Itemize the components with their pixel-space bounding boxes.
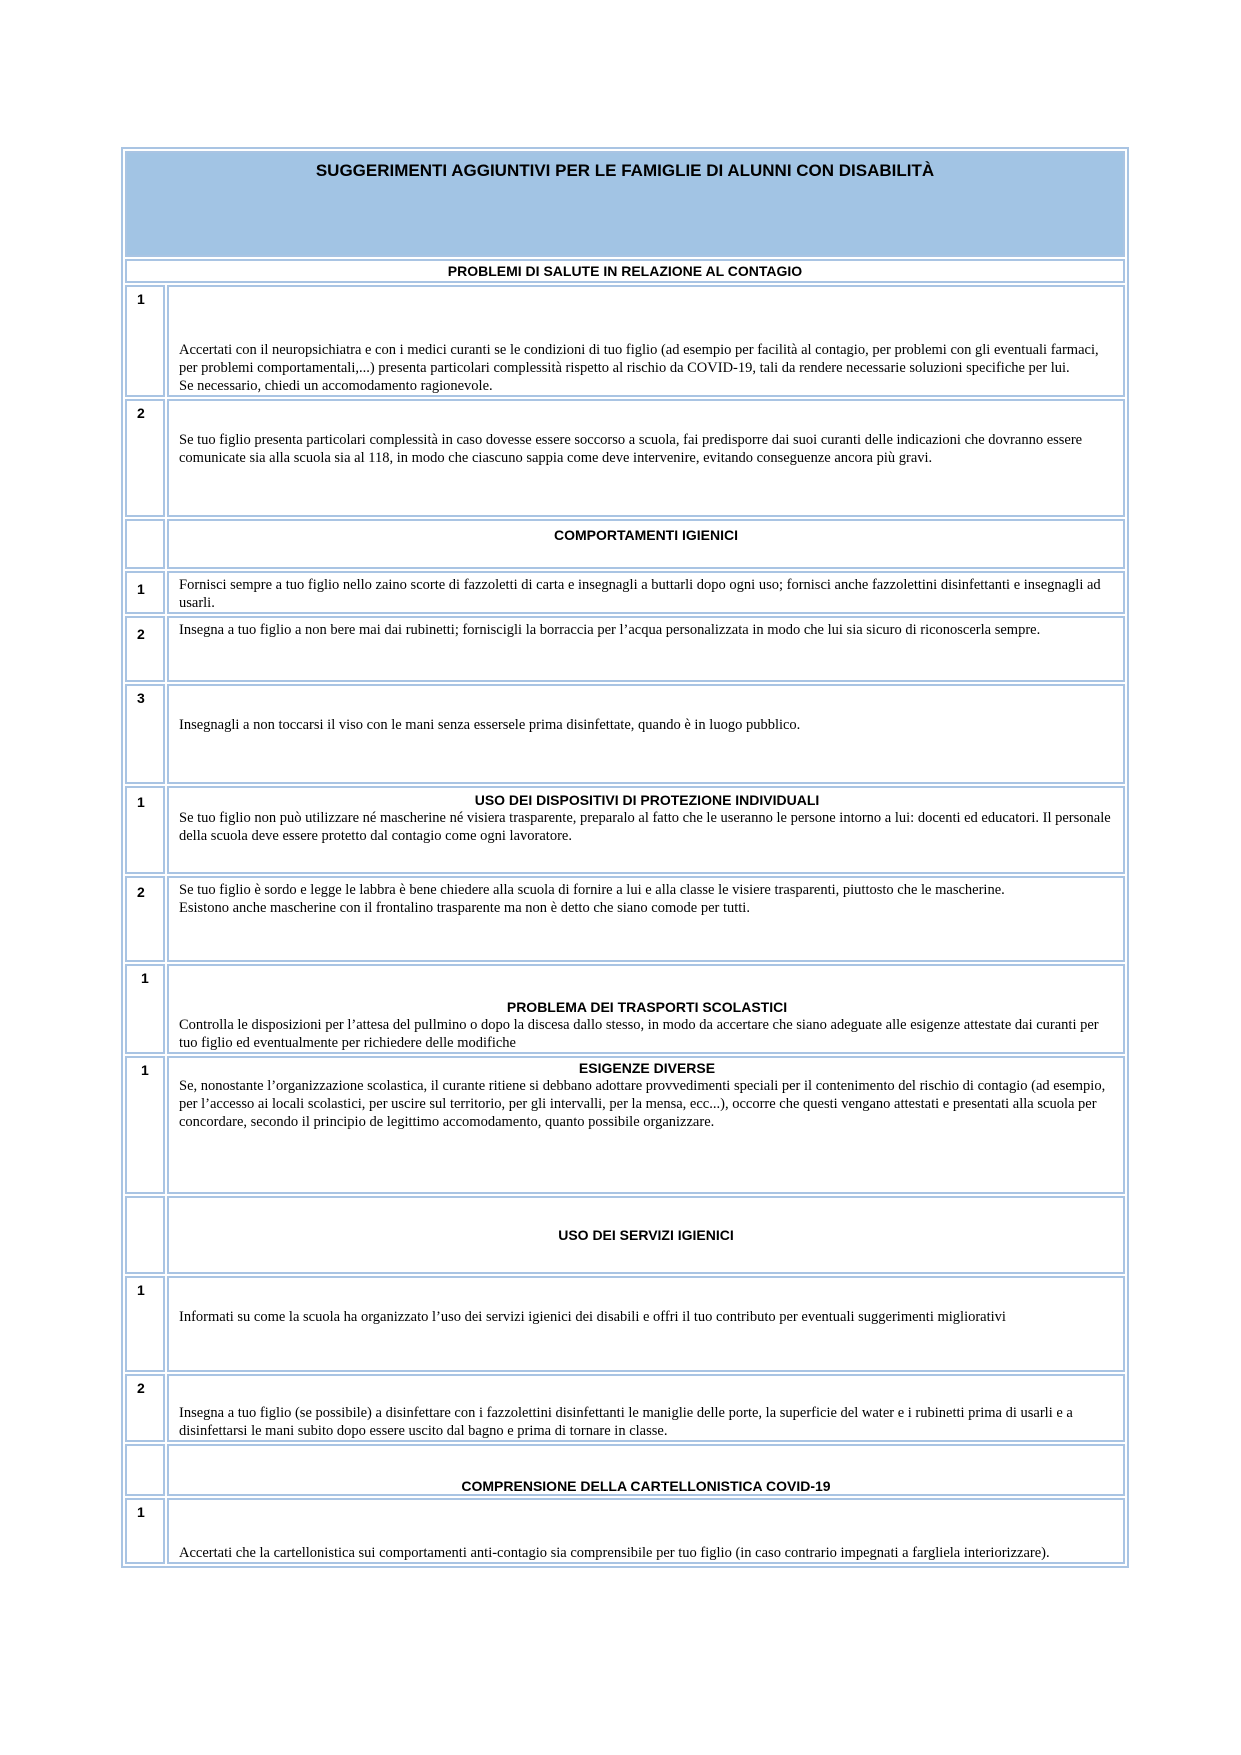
section-heading-signage: COMPRENSIONE DELLA CARTELLONISTICA COVID-19 [167,1444,1125,1496]
item-number: 1 [125,964,165,1054]
table-row [125,876,1125,962]
table-row [125,964,1125,1054]
table-row [125,285,1125,397]
table-row [125,1374,1125,1442]
item-text: Informati su come la scuola ha organizzato l’uso dei servizi igienici dei disabili e offri il tuo contributo per eventuali suggerimenti migliorativi [179,1309,1006,1325]
section-heading-diverse: ESIGENZE DIVERSE [578,1060,716,1076]
table-row [125,684,1125,784]
section-heading-row [125,1444,1125,1496]
item-text: Se, nonostante l’organizzazione scolastica, il curante ritiene si debbano adottare provvedimenti speciali per il contenimento del rischio di contagio (ad esempio, per l’accesso ai locali scolastici, per uscire sul territorio, per gli intervalli, per la mensa, ecc...), occorre che questi vengano attestati e presentati alla scuola per concordare, secondo il principio de legittimo accomodamento, quanto possibile organizzare. [179,1078,1106,1130]
item-number: 3 [125,684,165,784]
item-text: Se tuo figlio presenta particolari complessità in caso dovesse essere soccorso a scuola, fai predisporre dai suoi curanti delle indicazioni che dovranno essere comunicate sia alla scuola sia al 118, in modo che ciascuno sappia come deve intervenire, evitando conseguenze ancora più gravi. [179,432,1083,466]
table-row [125,571,1125,614]
item-number: 1 [125,571,165,614]
suggestions-table [121,147,1129,1568]
item-text: Accertati con il neuropsichiatra e con i medici curanti se le condizioni di tuo figlio (ad esempio per facilità al contagio, per problemi con gli eventuali farmaci, per problemi comportamentali,...) presenta particolari complessità rispetto al rischio da COVID-19, tali da rendere necessarie soluzioni specifiche per lui. Se necessario, chiedi un accomodamento ragionevole. [179,342,1099,394]
item-number: 2 [125,1374,165,1442]
document-title: SUGGERIMENTI AGGIUNTIVI PER LE FAMIGLIE DI ALUNNI CON DISABILITÀ [125,151,1125,257]
title-row [125,151,1125,257]
section-heading-dpi: USO DEI DISPOSITIVI DI PROTEZIONE INDIVIDUALI [474,792,820,808]
item-number: 1 [125,285,165,397]
section-heading-row [125,259,1125,283]
section-heading-row [125,1196,1125,1274]
section-heading-health: PROBLEMI DI SALUTE IN RELAZIONE AL CONTAGIO [125,259,1125,283]
item-number: 1 [125,786,165,874]
table-row [125,1056,1125,1194]
table-row [125,399,1125,517]
item-text: Insegna a tuo figlio a non bere mai dai rubinetti; forniscigli la borraccia per l’acqua personalizzata in modo che lui sia sicuro di riconoscerla sempre. [179,622,1041,638]
table-row [125,786,1125,874]
item-text: Se tuo figlio è sordo e legge le labbra è bene chiedere alla scuola di fornire a lui e alla classe le visiere trasparenti, piuttosto che le mascherine. Esistono anche mascherine con il frontalino trasparente ma non è detto che siano comode per tutti. [179,882,1005,916]
item-number: 2 [125,616,165,682]
item-number: 2 [125,876,165,962]
table-row [125,1276,1125,1372]
item-text: Insegnagli a non toccarsi il viso con le mani senza essersele prima disinfettate, quando è in luogo pubblico. [179,717,801,733]
item-number: 1 [125,1276,165,1372]
table-row [125,616,1125,682]
section-heading-transport: PROBLEMA DEI TRASPORTI SCOLASTICI [506,999,788,1015]
item-number: 1 [125,1498,165,1564]
section-heading-row [125,519,1125,569]
table-row [125,1498,1125,1564]
item-number: 1 [125,1056,165,1194]
section-heading-hygiene: COMPORTAMENTI IGIENICI [167,519,1125,569]
item-text: Fornisci sempre a tuo figlio nello zaino scorte di fazzoletti di carta e insegnagli a buttarli dopo ogni uso; fornisci anche fazzolettini disinfettanti e insegnagli ad usarli. [179,577,1101,611]
item-number: 2 [125,399,165,517]
section-heading-toilets: USO DEI SERVIZI IGIENICI [167,1196,1125,1274]
item-text: Insegna a tuo figlio (se possibile) a disinfettare con i fazzolettini disinfettanti le maniglie delle porte, la superficie del water e i rubinetti prima di usarli e a disinfettarsi le mani subito dopo essere uscito dal bagno e prima di tornare in classe. [179,1405,1073,1439]
item-text: Controlla le disposizioni per l’attesa del pullmino o dopo la discesa dallo stesso, in modo da accertare che siano adeguate alle esigenze attestate dai curanti per tuo figlio ed eventualmente per richiedere delle modifiche [179,1017,1099,1051]
item-text: Se tuo figlio non può utilizzare né mascherine né visiera trasparente, preparalo al fatto che le useranno le persone intorno a lui: docenti ed educatori. Il personale della scuola deve essere protetto dal contagio come ogni lavoratore. [179,810,1111,844]
item-text: Accertati che la cartellonistica sui comportamenti anti-contagio sia comprensibile per tuo figlio (in caso contrario impegnati a fargliela interiorizzare). [179,1545,1050,1561]
